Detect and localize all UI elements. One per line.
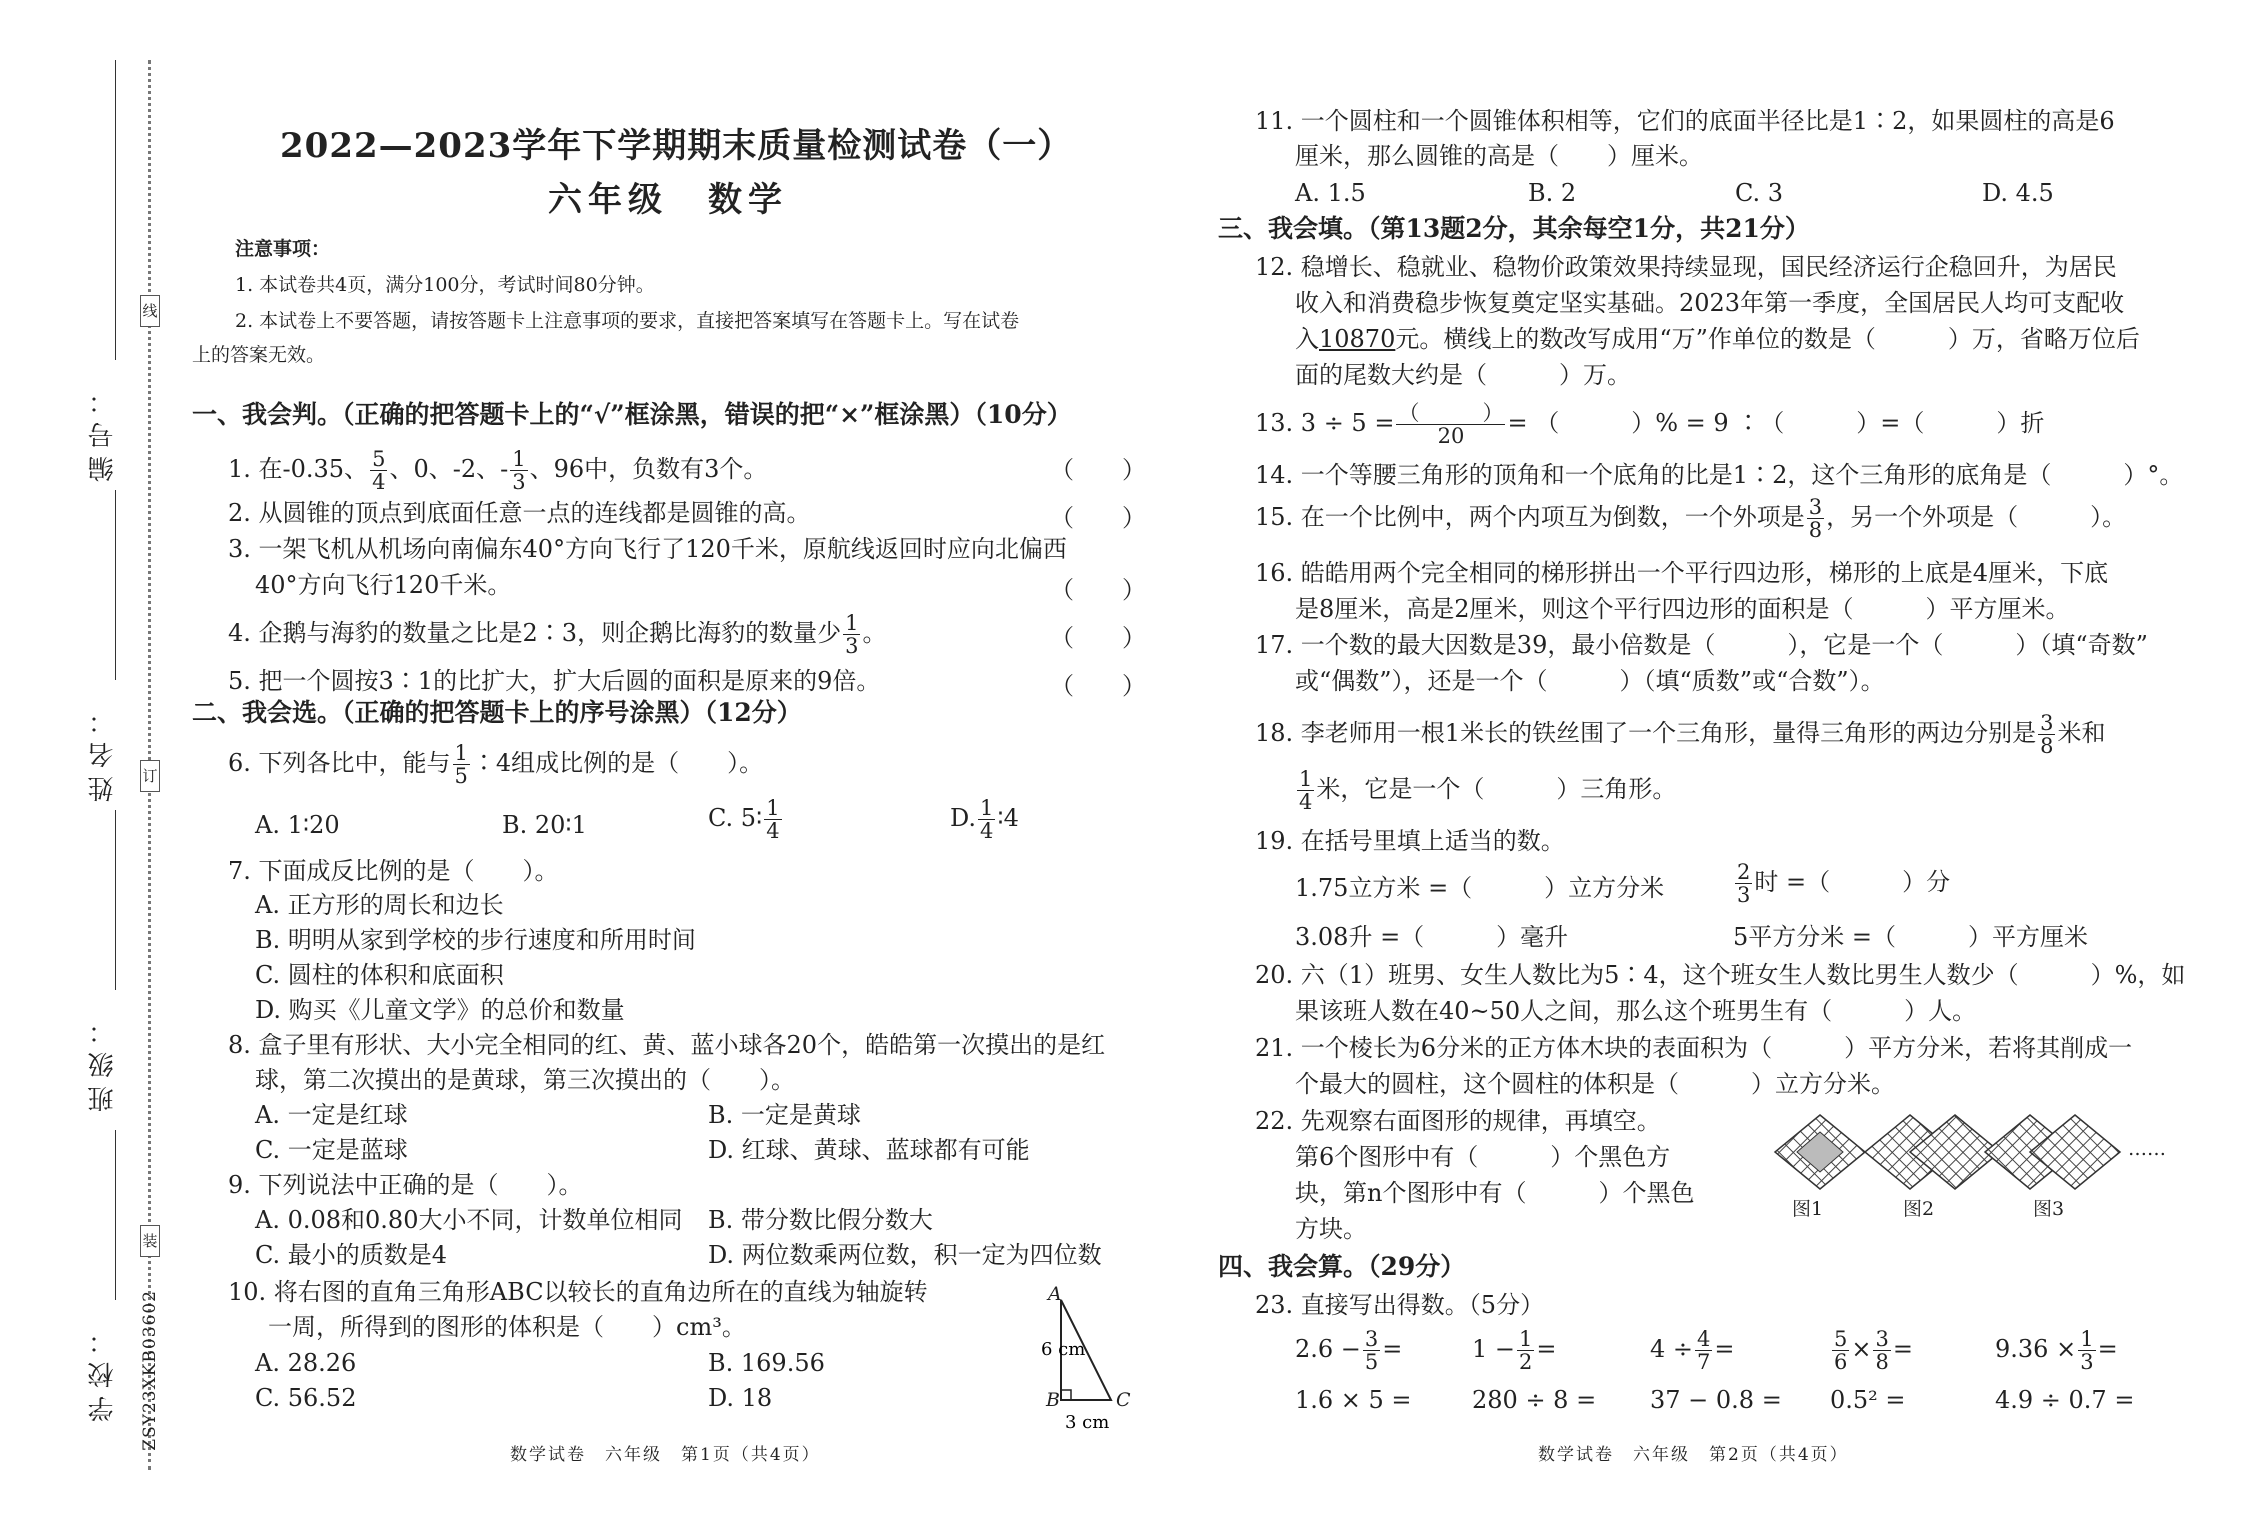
- fraction: $\frac{1}{3}$: [2080, 1327, 2094, 1374]
- q10-option-c: C. 56.52: [255, 1384, 357, 1412]
- fraction: $\frac{1}{2}$: [1519, 1327, 1533, 1374]
- q3-answer-box: （ ）: [1050, 576, 1146, 604]
- q21-line2: 个最大的圆柱，这个圆柱的体积是（ ）立方分米。: [1295, 1070, 1895, 1098]
- q9: 9. 下列说法中正确的是（ ）。: [228, 1171, 583, 1199]
- right-triangle-figure: [1035, 1290, 1145, 1440]
- q12-line3: 入10870元。横线上的数改写成用“万”作单位的数是（ ）万，省略万位后: [1295, 325, 2140, 353]
- q10-option-a: A. 28.26: [255, 1349, 357, 1377]
- notice-item2a: 2. 本试卷上不要答题，请按答题卡上注意事项的要求，直接把答案填写在答题卡上。写在试卷: [235, 310, 1020, 332]
- q19: 19. 在括号里填上适当的数。: [1255, 827, 1565, 855]
- q3-line2: 40°方向飞行120千米。: [255, 571, 512, 599]
- calc-1: 2.6 − $\frac{3}{5}$ =: [1295, 1327, 1403, 1374]
- fraction: $\frac{2}{3}$: [1737, 860, 1751, 907]
- fraction: $\frac{3}{8}$: [2040, 711, 2054, 758]
- q6-option-c: C. 5∶ $\frac{1}{4}$: [708, 796, 780, 843]
- calc-10: 4.9 ÷ 0.7 =: [1995, 1386, 2135, 1414]
- label-school: 学校：: [88, 1320, 118, 1422]
- section3-heading: 三、我会填。（第13题2分，其余每空1分，共21分）: [1218, 214, 1810, 243]
- q7-option-b: B. 明明从家到学校的步行速度和所用时间: [255, 926, 696, 954]
- q22-line3: 块，第n个图形中有（ ）个黑色: [1295, 1179, 1695, 1207]
- q19-item-d: 5平方分米 =（ ）平方厘米: [1733, 923, 2089, 951]
- q6: 6. 下列各比中，能与 $\frac{1}{5}$ ∶4组成比例的是（ ）。: [228, 741, 764, 788]
- fraction: $\frac{1}{4}$: [980, 796, 994, 843]
- q11-option-c: C. 3: [1735, 179, 1784, 207]
- q19-item-a: 1.75立方米 =（ ）立方分米: [1295, 874, 1665, 902]
- q10-option-b: B. 169.56: [708, 1349, 825, 1377]
- q12-line1: 12. 稳增长、稳就业、稳物价政策效果持续显现，国民经济运行企稳回升，为居民: [1255, 253, 2117, 281]
- calc-4: $\frac{5}{6}$ × $\frac{3}{8}$ =: [1834, 1327, 1913, 1374]
- calc-9: 0.5² =: [1830, 1386, 1906, 1414]
- q10-line1: 10. 将右图的直角三角形ABC以较长的直角边所在的直线为轴旋转: [228, 1278, 928, 1306]
- section2-heading: 二、我会选。（正确的把答题卡上的序号涂黑）（12分）: [192, 698, 802, 727]
- q11-option-d: D. 4.5: [1982, 179, 2054, 207]
- section4-heading: 四、我会算。（29分）: [1218, 1252, 1466, 1281]
- q17-line2: 或“偶数”），还是一个（ ）（填“质数”或“合数”）。: [1295, 667, 1885, 695]
- fraction: $\frac{1}{4}$: [1299, 767, 1313, 814]
- vertex-a: A: [1048, 1283, 1062, 1305]
- fraction: $\frac{3}{8}$: [1875, 1327, 1889, 1374]
- seal-xian: 线: [140, 295, 160, 327]
- label-class: 班级：: [88, 1010, 118, 1112]
- q1-answer-box: （ ）: [1050, 456, 1146, 484]
- q11-option-b: B. 2: [1528, 179, 1577, 207]
- q5: 5. 把一个圆按3∶1的比扩大，扩大后圆的面积是原来的9倍。: [228, 667, 881, 695]
- calc-2: 1 − $\frac{1}{2}$ =: [1472, 1327, 1557, 1374]
- q2: 2. 从圆锥的顶点到底面任意一点的连线都是圆锥的高。: [228, 499, 811, 527]
- q7: 7. 下面成反比例的是（ ）。: [228, 857, 559, 885]
- fraction: $\frac{1}{3}$: [845, 611, 859, 658]
- exam-code: ZSY23XKB03602: [140, 1290, 160, 1451]
- vertex-c: C: [1116, 1389, 1131, 1411]
- notice-item2b: 上的答案无效。: [192, 344, 326, 366]
- q14: 14. 一个等腰三角形的顶角和一个底角的比是1∶2，这个三角形的底角是（ ）°。: [1255, 461, 2184, 489]
- q22-line4: 方块。: [1295, 1215, 1367, 1243]
- q20-line2: 果该班人数在40~50人之间，那么这个班男生有（ ）人。: [1295, 997, 1977, 1025]
- q7-option-c: C. 圆柱的体积和底面积: [255, 961, 504, 989]
- fraction: （ ） 20: [1398, 401, 1504, 448]
- q7-option-d: D. 购买《儿童文学》的总价和数量: [255, 996, 625, 1024]
- q5-answer-box: （ ）: [1050, 672, 1146, 700]
- fraction: $\frac{4}{7}$: [1697, 1327, 1711, 1374]
- q23: 23. 直接写出得数。（5分）: [1255, 1291, 1545, 1319]
- q3-line1: 3. 一架飞机从机场向南偏东40°方向飞行了120千米，原航线返回时应向北偏西: [228, 535, 1067, 563]
- line-name: [115, 490, 116, 680]
- q7-option-a: A. 正方形的周长和边长: [255, 891, 504, 919]
- q10-option-d: D. 18: [708, 1384, 773, 1412]
- calc-8: 37 − 0.8 =: [1650, 1386, 1782, 1414]
- figure-3-label: 图3: [2033, 1198, 2065, 1220]
- fraction: $\frac{1}{4}$: [766, 796, 780, 843]
- right-angle-mark: [1061, 1390, 1071, 1400]
- footer-left: 数学试卷 六年级 第1页（共4页）: [510, 1445, 821, 1465]
- q11-line2: 厘米，那么圆锥的高是（ ）厘米。: [1295, 142, 1703, 170]
- q21-line1: 21. 一个棱长为6分米的正方体木块的表面积为（ ）平方分米，若将其削成一: [1255, 1034, 2133, 1062]
- q19-item-b: $\frac{2}{3}$ 时 =（ ）分: [1737, 860, 1951, 907]
- triangle-base-label: 3 cm: [1065, 1412, 1110, 1433]
- q9-option-b: B. 带分数比假分数大: [708, 1206, 933, 1234]
- footer-right: 数学试卷 六年级 第2页（共4页）: [1538, 1445, 1849, 1465]
- q9-option-d: D. 两位数乘两位数，积一定为四位数: [708, 1241, 1102, 1269]
- q16-line1: 16. 皓皓用两个完全相同的梯形拼出一个平行四边形，梯形的上底是4厘米，下底: [1255, 559, 2109, 587]
- fraction: $\frac{5}{6}$: [1834, 1327, 1848, 1374]
- figure-1-label: 图1: [1792, 1198, 1824, 1220]
- vertex-b: B: [1046, 1389, 1060, 1411]
- q15: 15. 在一个比例中，两个内项互为倒数，一个外项是 $\frac{3}{8}$ ，另一个外项是（ ）。: [1255, 495, 2127, 542]
- exam-title: 2022—2023学年下学期期末质量检测试卷（一）: [280, 126, 1073, 166]
- q1: 1. 在-0.35、 $\frac{5}{4}$ 、0、-2、- $\frac{1}{3}$ 、96中，负数有3个。: [228, 447, 768, 494]
- fraction: $\frac{1}{3}$: [512, 447, 526, 494]
- label-name: 姓名：: [88, 700, 118, 802]
- pattern-figures: [1765, 1110, 2135, 1190]
- q16-line2: 是8厘米，高是2厘米，则这个平行四边形的面积是（ ）平方厘米。: [1295, 595, 2070, 623]
- notice-heading: 注意事项：: [235, 238, 331, 260]
- triangle-height-label: 6 cm: [1041, 1339, 1086, 1360]
- q18-line1: 18. 李老师用一根1米长的铁丝围了一个三角形，量得三角形的两边分别是 $\frac{3}{8}$ 米和: [1255, 711, 2106, 758]
- line-number: [115, 60, 116, 360]
- q22-line2: 第6个图形中有（ ）个黑色方: [1295, 1143, 1671, 1171]
- q12-line4: 面的尾数大约是（ ）万。: [1295, 361, 1631, 389]
- q18-line2: $\frac{1}{4}$ 米，它是一个（ ）三角形。: [1299, 767, 1677, 814]
- calc-6: 1.6 × 5 =: [1295, 1386, 1412, 1414]
- q8-option-d: D. 红球、黄球、蓝球都有可能: [708, 1136, 1030, 1164]
- exam-subtitle: 六年级 数学: [548, 180, 788, 220]
- line-class: [115, 810, 116, 990]
- fraction: $\frac{1}{5}$: [454, 741, 468, 788]
- q8-line1: 8. 盒子里有形状、大小完全相同的红、黄、蓝小球各20个，皓皓第一次摸出的是红: [228, 1031, 1106, 1059]
- q4-answer-box: （ ）: [1050, 624, 1146, 652]
- line-school: [115, 1130, 116, 1300]
- fraction: $\frac{3}{5}$: [1364, 1327, 1379, 1374]
- pattern-ellipsis: ……: [2128, 1138, 2166, 1160]
- q6-option-a: A. 1∶20: [255, 811, 340, 839]
- q8-option-c: C. 一定是蓝球: [255, 1136, 408, 1164]
- fraction: $\frac{3}{8}$: [1808, 495, 1823, 542]
- q8-line2: 球，第二次摸出的是黄球，第三次摸出的（ ）。: [255, 1066, 795, 1094]
- q9-option-a: A. 0.08和0.80大小不同，计数单位相同: [255, 1206, 683, 1234]
- section1-heading: 一、我会判。（正确的把答题卡上的“√”框涂黑，错误的把“×”框涂黑）（10分）: [192, 400, 1072, 429]
- q9-option-c: C. 最小的质数是4: [255, 1241, 448, 1269]
- q17-line1: 17. 一个数的最大因数是39，最小倍数是（ ），它是一个（ ）（填“奇数”: [1255, 631, 2148, 659]
- q11-option-a: A. 1.5: [1295, 179, 1366, 207]
- q22-line1: 22. 先观察右面图形的规律，再填空。: [1255, 1107, 1661, 1135]
- q8-option-b: B. 一定是黄球: [708, 1101, 861, 1129]
- q6-option-d: D. $\frac{1}{4}$ ∶4: [950, 796, 1019, 843]
- underlined-number: 10870: [1319, 325, 1396, 353]
- seal-ding: 订: [140, 760, 160, 792]
- q13: 13. 3 ÷ 5 = （ ） 20 = （ ）% = 9 ∶（ ）=（ ）折: [1255, 401, 2045, 448]
- q4: 4. 企鹅与海豹的数量之比是2∶3，则企鹅比海豹的数量少 $\frac{1}{3}$ 。: [228, 611, 887, 658]
- q11-line1: 11. 一个圆柱和一个圆锥体积相等，它们的底面半径比是1∶2，如果圆柱的高是6: [1255, 107, 2115, 135]
- q20-line1: 20. 六（1）班男、女生人数比为5∶4，这个班女生人数比男生人数少（ ）%，如: [1255, 961, 2186, 989]
- calc-5: 9.36 × $\frac{1}{3}$ =: [1995, 1327, 2118, 1374]
- figure-2-label: 图2: [1903, 1198, 1935, 1220]
- label-number: 编号：: [88, 380, 118, 482]
- q6-option-b: B. 20∶1: [502, 811, 587, 839]
- q2-answer-box: （ ）: [1050, 504, 1146, 532]
- q10-line2: 一周，所得到的图形的体积是（ ）cm³。: [268, 1313, 746, 1341]
- q12-line2: 收入和消费稳步恢复奠定坚实基础。2023年第一季度，全国居民人均可支配收: [1295, 289, 2125, 317]
- seal-zhuang: 装: [140, 1225, 160, 1257]
- calc-3: 4 ÷ $\frac{4}{7}$ =: [1650, 1327, 1735, 1374]
- notice-item1: 1. 本试卷共4页，满分100分，考试时间80分钟。: [235, 274, 655, 296]
- fraction: $\frac{5}{4}$: [372, 447, 386, 494]
- calc-7: 280 ÷ 8 =: [1472, 1386, 1597, 1414]
- q8-option-a: A. 一定是红球: [255, 1101, 408, 1129]
- q19-item-c: 3.08升 =（ ）毫升: [1295, 923, 1569, 951]
